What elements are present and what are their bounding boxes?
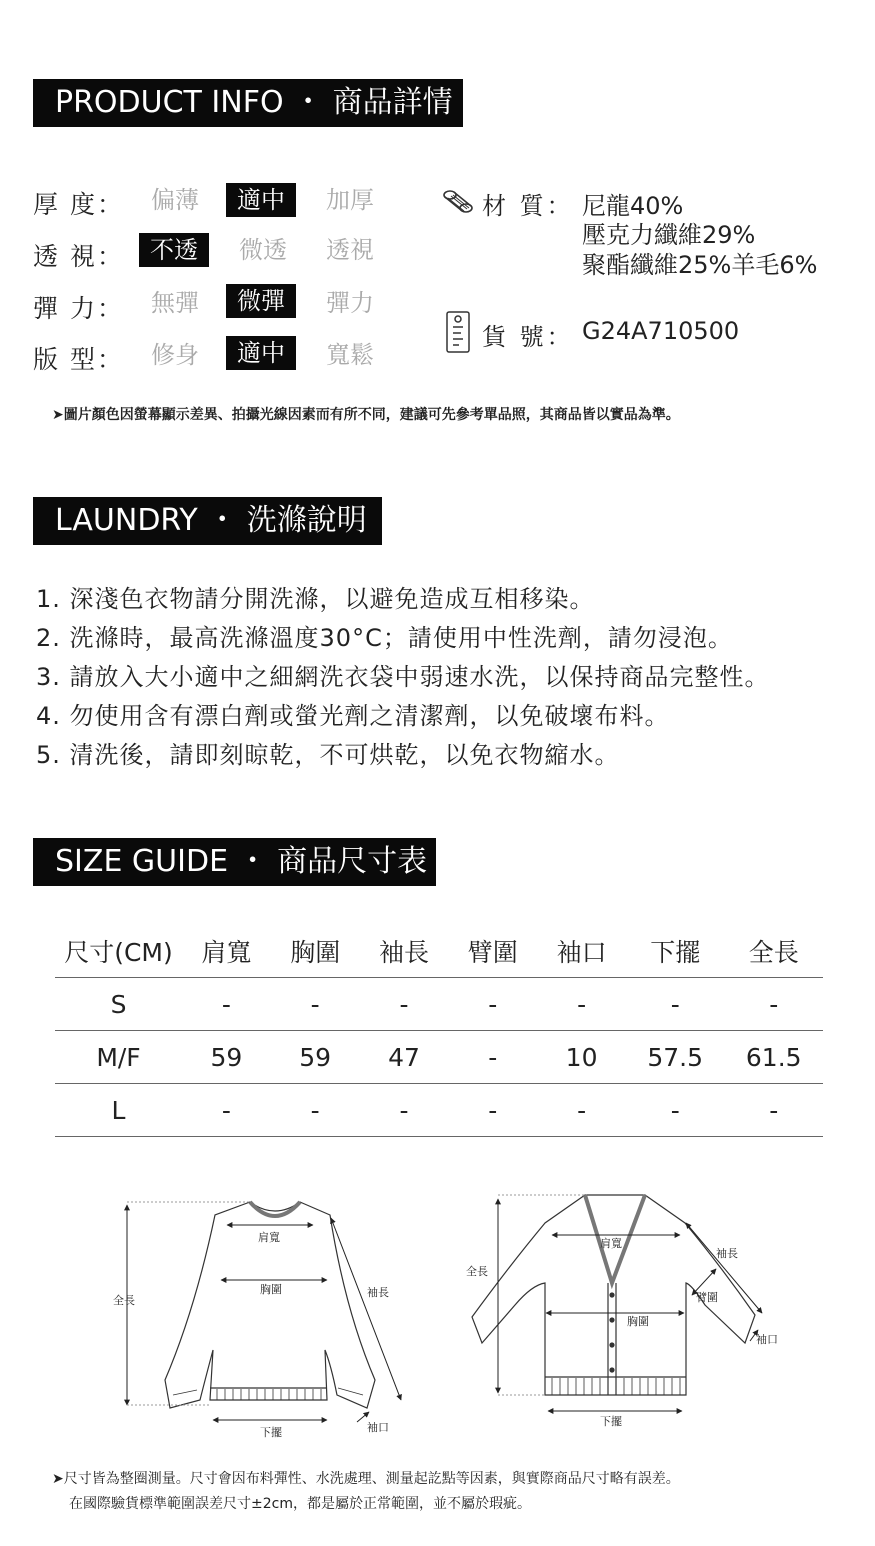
cardigan-measurement-diagram — [460, 1185, 790, 1435]
table-cell: - — [626, 1084, 724, 1137]
diagram-label-sleeve: 袖長 — [716, 1247, 738, 1260]
diagram-label-hem: 下擺 — [600, 1415, 622, 1428]
option-medium-selected: 適中 — [226, 183, 296, 217]
laundry-item: 1. 深淺色衣物請分開洗滌，以避免造成互相移染。 — [36, 585, 595, 613]
table-cell: 47 — [360, 1031, 449, 1084]
diagram-label-length: 全長 — [466, 1265, 488, 1278]
diagram-label-hem: 下擺 — [260, 1426, 282, 1439]
table-row — [55, 1084, 823, 1137]
laundry-item: 4. 勿使用含有漂白劑或螢光劑之清潔劑，以免破壞布料。 — [36, 702, 670, 730]
option-slim: 修身 — [151, 341, 199, 369]
attribute-label: 厚 度： — [33, 190, 124, 219]
table-row — [55, 1031, 823, 1084]
option-thin: 偏薄 — [151, 186, 199, 214]
column-header: 尺寸(CM) — [55, 925, 182, 978]
attribute-label: 透 視： — [33, 242, 124, 271]
option-regular-selected: 適中 — [226, 336, 296, 370]
table-cell: 10 — [537, 1031, 626, 1084]
table-cell: - — [360, 978, 449, 1031]
table-cell: 57.5 — [626, 1031, 724, 1084]
table-cell: - — [537, 978, 626, 1031]
option-slightly-sheer: 微透 — [239, 236, 287, 264]
table-cell: 59 — [271, 1031, 360, 1084]
diagram-label-length: 全長 — [113, 1294, 135, 1307]
table-cell: - — [360, 1084, 449, 1137]
size-note-1: ➤尺寸皆為整圈測量。尺寸會因布料彈性、水洗處理、測量起訖點等因素，與實際商品尺寸略有誤差。 — [52, 1471, 680, 1487]
table-cell: - — [626, 978, 724, 1031]
column-header: 袖口 — [537, 925, 626, 978]
size-guide-header: SIZE GUIDE ・ 商品尺寸表 — [33, 838, 436, 886]
product-info-header: PRODUCT INFO ・ 商品詳情 — [33, 79, 463, 127]
column-header: 袖長 — [360, 925, 449, 978]
size-table-header-row — [55, 925, 823, 978]
diagram-label-cuff: 袖口 — [756, 1333, 778, 1346]
table-cell: - — [182, 978, 271, 1031]
column-header: 肩寬 — [182, 925, 271, 978]
column-header: 臂圍 — [448, 925, 537, 978]
item-number-label: 貨 號： — [482, 323, 574, 351]
option-loose: 寬鬆 — [326, 341, 374, 369]
material-line-3: 聚酯纖維25%羊毛6% — [582, 251, 818, 279]
table-cell: - — [271, 1084, 360, 1137]
laundry-item: 5. 清洗後，請即刻晾乾，不可烘乾，以免衣物縮水。 — [36, 741, 620, 769]
table-cell: 61.5 — [724, 1031, 823, 1084]
column-header: 全長 — [724, 925, 823, 978]
diagram-label-arm: 臂圍 — [696, 1291, 718, 1304]
option-no-stretch: 無彈 — [151, 289, 199, 317]
table-cell: - — [448, 1031, 537, 1084]
table-row — [55, 978, 823, 1031]
table-cell: - — [271, 978, 360, 1031]
table-cell: - — [724, 1084, 823, 1137]
option-slight-stretch-selected: 微彈 — [226, 284, 296, 318]
laundry-item: 2. 洗滌時，最高洗滌溫度30°C；請使用中性洗劑，請勿浸泡。 — [36, 624, 733, 652]
size-table — [55, 925, 823, 1137]
diagram-label-shoulder: 肩寬 — [600, 1237, 622, 1250]
color-disclaimer: ➤圖片顏色因螢幕顯示差異、拍攝光線因素而有所不同，建議可先參考單品照，其商品皆以實品為準。 — [52, 407, 680, 423]
table-cell: - — [448, 978, 537, 1031]
column-header: 胸圍 — [271, 925, 360, 978]
material-line-2: 壓克力纖維29% — [582, 221, 756, 249]
table-cell: - — [537, 1084, 626, 1137]
table-cell: L — [55, 1084, 182, 1137]
table-cell: - — [724, 978, 823, 1031]
attribute-label: 彈 力： — [33, 294, 124, 323]
column-header: 下擺 — [626, 925, 724, 978]
table-cell: S — [55, 978, 182, 1031]
item-number: G24A710500 — [582, 317, 740, 345]
diagram-label-chest: 胸圍 — [260, 1283, 282, 1296]
diagram-label-cuff: 袖口 — [367, 1421, 389, 1434]
option-sheer: 透視 — [326, 236, 374, 264]
table-cell: - — [448, 1084, 537, 1137]
size-note-2: 在國際驗貨標準範圍誤差尺寸±2cm，都是屬於正常範圍，並不屬於瑕疵。 — [69, 1496, 531, 1512]
diagram-label-chest: 胸圍 — [627, 1315, 649, 1328]
attribute-label: 版 型： — [33, 345, 124, 374]
diagram-label-shoulder: 肩寬 — [258, 1231, 280, 1244]
material-line-1: 尼龍40% — [582, 192, 684, 220]
sweater-measurement-diagram — [105, 1190, 425, 1450]
option-stretch: 彈力 — [326, 289, 374, 317]
laundry-header: LAUNDRY ・ 洗滌說明 — [33, 497, 382, 545]
option-opaque-selected: 不透 — [139, 233, 209, 267]
tag-icon — [444, 309, 472, 355]
material-label: 材 質： — [482, 192, 574, 220]
option-thick: 加厚 — [326, 186, 374, 214]
table-cell: - — [182, 1084, 271, 1137]
thread-spool-icon — [440, 186, 480, 218]
diagram-label-sleeve: 袖長 — [367, 1286, 389, 1299]
table-cell: 59 — [182, 1031, 271, 1084]
laundry-item: 3. 請放入大小適中之細網洗衣袋中弱速水洗，以保持商品完整性。 — [36, 663, 770, 691]
table-cell: M/F — [55, 1031, 182, 1084]
